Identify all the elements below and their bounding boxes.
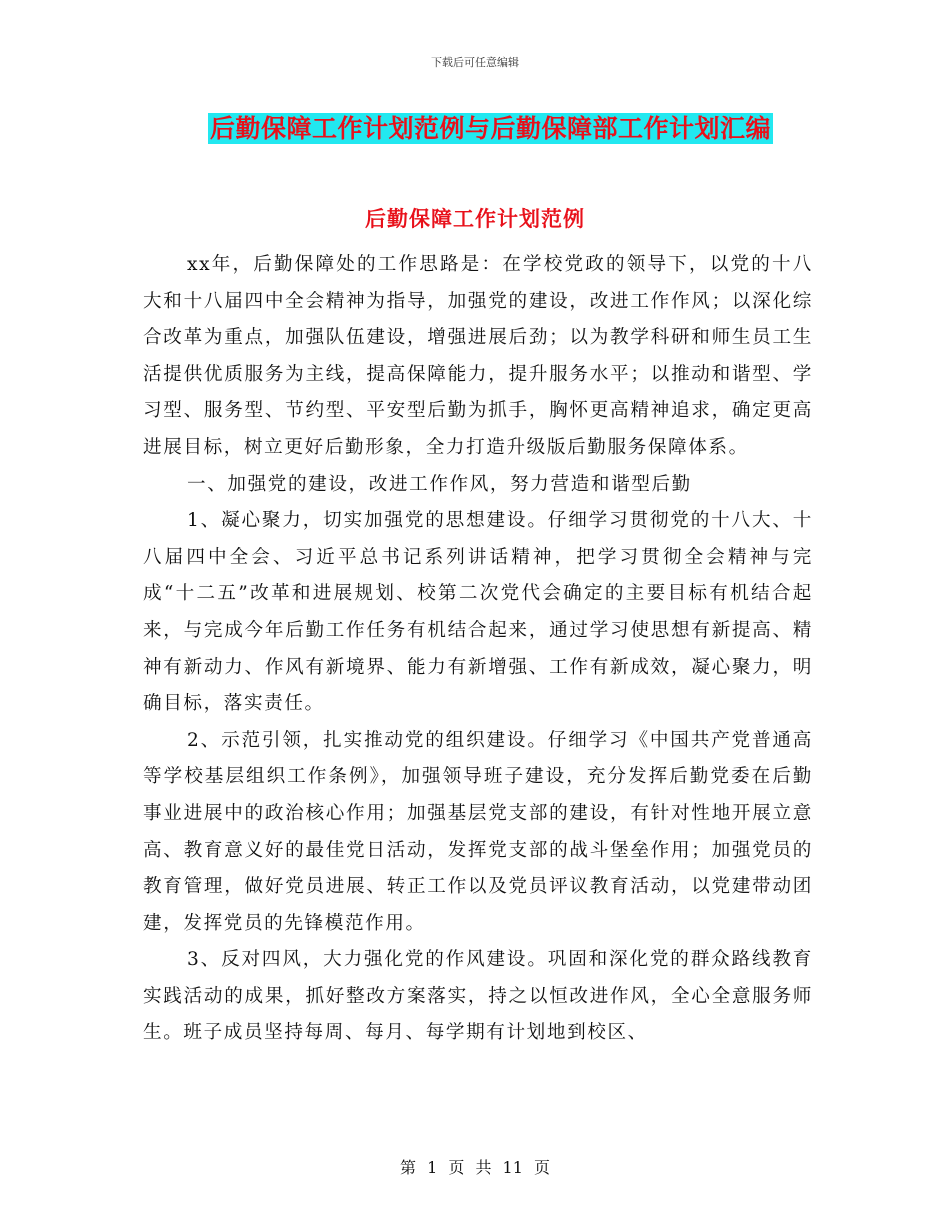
body-text: [143, 247, 813, 1052]
paragraph: 2、示范引领，扎实推动党的组织建设。仔细学习《中国共产党普通高等学校基层组织工作条例》，加强领导班子建设，充分发挥后勤党委在后勤事业进展中的政治核心作用；加强基层党支部的建设，有针对性地开展立意高、教育意义好的最佳党日活动，发挥党支部的战斗堡垒作用；加强党员的教育管理，做好党员进展、转正工作以及党员评议教育活动，以党建带动团建，发挥党员的先锋模范作用。: [143, 729, 813, 934]
section-heading: 一、加强党的建设，改进工作作风，努力营造和谐型后勤: [187, 473, 692, 495]
paragraph: xx年，后勤保障处的工作思路是：在学校党政的领导下，以党的十八大和十八届四中全会精神为指导，加强党的建设，改进工作作风；以深化综合改革为重点，加强队伍建设，增强进展后劲；以为教学科研和师生员工生活提供优质服务为主线，提高保障能力，提升服务水平；以推动和谐型、学习型、服务型、节约型、平安型后勤为抓手，胸怀更高精神追求，确定更高进展目标，树立更好后勤形象，全力打造升级版后勤服务保障体系。: [143, 254, 813, 458]
paragraph: 1、凝心聚力，切实加强党的思想建设。仔细学习贯彻党的十八大、十八届四中全会、习近平总书记系列讲话精神，把学习贯彻全会精神与完成“十二五”改革和进展规划、校第二次党代会确定的主要目标有机结合起来，与完成今年后勤工作任务有机结合起来，通过学习使思想有新提高、精神有新动力、作风有新境界、能力有新增强、工作有新成效，凝心聚力，明确目标，落实责任。: [143, 510, 813, 715]
paragraph: 3、反对四风，大力强化党的作风建设。巩固和深化党的群众路线教育实践活动的成果，抓好整改方案落实，持之以恒改进作风，全心全意服务师生。班子成员坚持每周、每月、每学期有计划地到校区、: [143, 949, 813, 1044]
section-title: 后勤保障工作计划范例: [365, 207, 585, 231]
header-note: 下载后可任意编辑: [431, 56, 519, 69]
page-footer: 第 1 页 共 11 页: [400, 1158, 550, 1177]
document-title: 后勤保障工作计划范例与后勤保障部工作计划汇编: [210, 114, 772, 143]
